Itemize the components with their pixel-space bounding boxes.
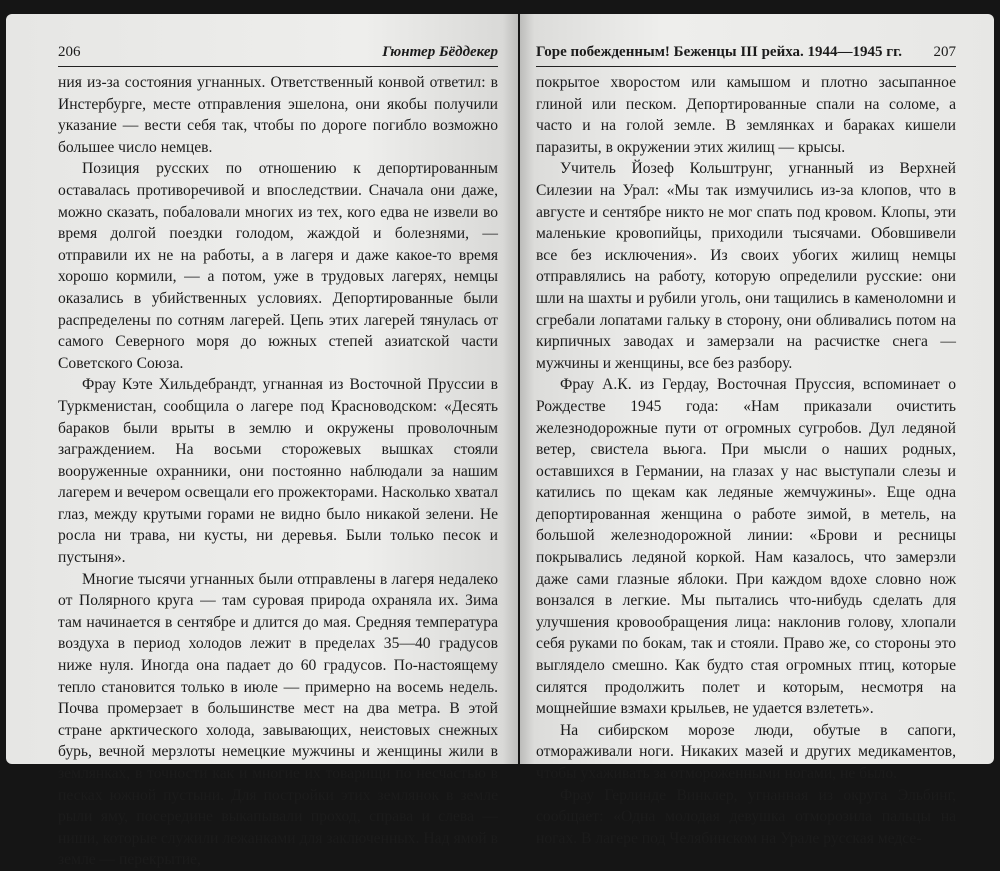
left-paragraph-4: Многие тысячи угнанных были отправлены в лагеря недалеко от Полярного круга — там суровая природа охраняла их. Зима там начинается в сентябре и длится до мая. Средняя температура воздуха в период холодов лежит в пределах 35—40 градусов ниже нуля. Иногда она падает до 60 градусов. По-настоящему тепло становится только в июле — примерно на восемь недель. Почва промерзает в большинстве мест на два метра. В этой стране арктического холода, завывающих, неистовых снежных бурь, вечной мерзлоты немецкие мужчины и женщины жили в землянках, в точности как и многие их товарищи по несчастью в песках южной пустыни. Для постройки этих землянок в земле рыли яму, посередине выкапывали проход, справа и слева — ниши, которые служили лежанками для заключенных. Над ямой в земле — перекрытие,: [58, 570, 498, 869]
right-paragraph-4: На сибирском морозе люди, обутые в сапоги, отмораживали ноги. Никаких мазей и других медикаментов, чтобы ухаживать за отмороженными ногами, не было.: [536, 721, 956, 782]
left-paragraph-2: Позиция русских по отношению к депортированным оставалась противоречивой и впоследствии. Сначала они даже, можно сказать, побаловали многих из тех, кого едва не извели во время долгой поездки голодом, жаждой и болезнями, — отправили их не на работы, а в лагеря и даже какое-то время хорошо кормили, — а потом, уже в трудовых лагерях, немцы оказались в убийственных условиях. Депортированные были распределены по сотням лагерей. Цепь этих лагерей тянулась от самого Северного моря до южных степей азиатской части Советского Союза.: [58, 160, 498, 372]
right-paragraph-1: покрытое хворостом или камышом и плотно засыпанное глиной или песком. Депортированные спали на соломе, а часто и на голой земле. В землянках и бараках кишели паразиты, в окружении этих жилищ — крысы.: [536, 74, 956, 156]
left-body-text: [58, 72, 498, 871]
left-running-head: [58, 44, 498, 67]
right-paragraph-2: Учитель Йозеф Кольштрунг, угнанный из Верхней Силезии на Урал: «Мы так измучились из-за клопов, что в августе и сентябре никто не мог спать под кровом. Клопы, эти маленькие кровопийцы, приходили тысячами. Обовшивели все без исключения». Из своих убогих жилищ немцы отправлялись на работу, которую определили русские: они шли на шахты и рубили уголь, они тащились в каменоломни и сгребали лопатами гальку в сторону, они обливались потом на кирпичных заводах и замерзали на расчистке снега — мужчины и женщины, все без разбору.: [536, 160, 956, 372]
right-paragraph-5: Фрау Герлинде Винклер, угнанная из округа Эльбинг, сообщает: «Одна молодая девушка отморозила пальцы на ногах. В лагере под Челябинском на Урале русская медсе-: [536, 786, 956, 847]
left-page-number: 206: [58, 44, 81, 60]
left-paragraph-3: Фрау Кэте Хильдебрандт, угнанная из Восточной Пруссии в Туркменистан, сообщила о лагере под Красноводском: «Десять бараков были врыты в землю и окружены проволочным заграждением. На восьми сторожевых вышках стояли вооруженные охранники, они постоянно наблюдали за нашим лагерем и вечером освещали его прожекторами. Насколько хватал глаз, между крутыми горами не видно было никакой зелени. Не росла ни трава, ни кусты, ни деревья. Были только песок и пустыня».: [58, 376, 498, 567]
right-running-head: [536, 44, 956, 67]
right-paragraph-3: Фрау А.К. из Гердау, Восточная Пруссия, вспоминает о Рождестве 1945 года: «Нам приказали очистить железнодорожные пути от огромных сугробов. Дул ледяной ветер, свистела вьюга. При мысли о наших родных, оставшихся в Германии, на глазах у нас выступали слезы и катились по щекам как ледяные жемчужины». Еще одна депортированная женщина о работе зимой, в метель, на большой железнодорожной линии: «Брови и ресницы покрывались ледяной коркой. Нам казалось, что замерзли даже сами глазные яблоки. При каждом вдохе словно нож вонзался в легкие. Мы пытались что-нибудь сделать для улучшения кровообращения лица: наклонив голову, хлопали себя руками по бокам, так и стояли. Право же, со стороны это выглядело смешно. Как будто стая огромных птиц, которые силятся продолжить полет и которым, несмотря на мощнейшие взмахи крыльев, не удается взлететь».: [536, 376, 956, 718]
right-body-text: [536, 72, 956, 849]
left-paragraph-1: ния из-за состояния угнанных. Ответственный конвой ответил: в Инстербурге, месте отправления эшелона, они якобы получили указание — вести себя так, чтобы по дороге погибло возможно большее число немцев.: [58, 74, 498, 156]
right-page-number: 207: [933, 44, 956, 60]
left-page: [6, 14, 518, 869]
left-author-name: Гюнтер Бёддекер: [382, 44, 498, 60]
right-book-title: Горе побежденным! Беженцы III рейха. 1944—1945 гг.: [536, 44, 902, 60]
right-page: [520, 14, 994, 847]
